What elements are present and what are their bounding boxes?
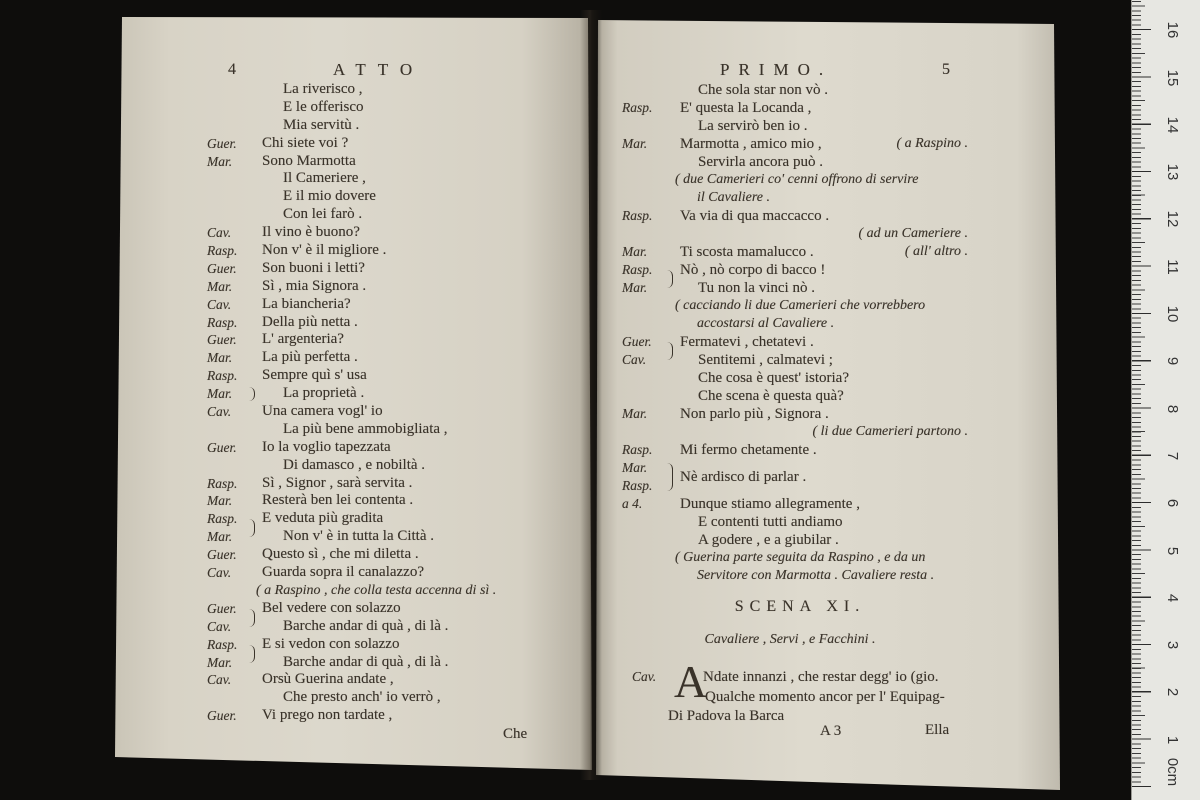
stage-direction-line (590, 297, 1058, 315)
signature-mark: A 3 (820, 723, 842, 739)
line-text: Mia servitù . (283, 116, 360, 133)
dialogue-line (118, 403, 590, 421)
line-text: Non v' è in tutta la Città . (283, 528, 435, 545)
line-text: E veduta più gradita (262, 510, 384, 527)
brace-mark (249, 618, 255, 627)
line-text: La più bene ammobigliata , (283, 420, 448, 437)
stage-direction-line (590, 549, 1058, 567)
ruler-label: 16 (1164, 21, 1181, 39)
line-text: Servirla ancora può . (698, 154, 823, 170)
dialogue-line (118, 349, 590, 367)
ruler (1131, 0, 1200, 800)
dialogue-line (118, 224, 590, 242)
page-right (590, 0, 1058, 795)
speaker-label: Mar. (207, 350, 233, 366)
speaker-label: Cav. (207, 672, 232, 688)
line-text: Guarda sopra il canalazzo? (262, 564, 424, 581)
dialogue-line (118, 296, 590, 314)
ruler-label: 15 (1164, 69, 1181, 86)
line-text: E contenti tutti andiamo (698, 514, 843, 530)
dialogue-line (590, 387, 1058, 405)
dialogue-line (590, 153, 1058, 171)
speaker-label: Cav. (207, 404, 232, 420)
line-text: Dunque stiamo allegramente , (680, 496, 860, 512)
line-text: L' argenteria? (262, 331, 344, 348)
line-text: Barche andar di quà , di là . (283, 617, 449, 634)
dialogue-line (118, 385, 590, 403)
dialogue-line (118, 314, 590, 332)
dialogue-line (590, 117, 1058, 135)
dialogue-line (590, 243, 1058, 261)
speaker-label: Cav. (207, 565, 232, 581)
dialogue-line (118, 618, 590, 636)
stage-direction: ( li due Camerieri partono . (812, 424, 968, 439)
dialogue-line (590, 405, 1058, 423)
line-text: Che presto anch' io verrò , (283, 689, 441, 706)
speaker-label: Rasp. (207, 636, 238, 652)
line-text: Sempre quì s' usa (262, 367, 367, 384)
dialogue-line (118, 600, 590, 618)
ruler-label: 12 (1164, 211, 1181, 228)
speaker-label: Mar. (207, 654, 233, 670)
speaker-label: Guer. (207, 332, 237, 348)
dialogue-line (118, 528, 590, 546)
stage-direction-line (590, 171, 1058, 189)
line-text: Il Cameriere , (283, 170, 366, 187)
dialogue-line (590, 279, 1058, 297)
dialogue-line (118, 278, 590, 296)
speaker-label: Cav. (622, 352, 647, 367)
page-number: 5 (942, 61, 950, 78)
speaker-label: Rasp. (622, 100, 653, 115)
line-text: Vi prego non tardate , (262, 707, 393, 724)
line-text: E il mio dovere (283, 188, 376, 205)
dialogue-line (118, 439, 590, 457)
stage-direction: ( ad un Cameriere . (858, 226, 968, 241)
line-text: Bel vedere con solazzo (262, 599, 401, 616)
dialogue-line (590, 207, 1058, 225)
ruler-label: 10 (1164, 305, 1181, 323)
dialogue-line (590, 459, 1058, 495)
ruler-label: 14 (1164, 116, 1181, 134)
line-text: Tu non la vinci nò . (698, 280, 815, 296)
brace-mark (667, 342, 673, 351)
stage-direction-line (590, 189, 1058, 207)
ruler-label: 7 (1164, 451, 1181, 461)
ruler-label: 3 (1164, 640, 1181, 650)
line-text: Qualche momento ancor per l' Equipag- (705, 689, 945, 705)
speaker-label: Cav. (207, 225, 232, 241)
stage-direction-line (590, 567, 1058, 585)
dialogue-lines (590, 81, 1058, 585)
line-text: Della più netta . (262, 313, 358, 330)
page-left (118, 0, 590, 795)
catchword: Che (503, 726, 528, 742)
speaker-label: Cav. (207, 618, 232, 634)
running-head: PRIMO. (720, 60, 833, 79)
ruler-label: 1 (1164, 735, 1181, 744)
stage-direction-line (590, 423, 1058, 441)
dialogue-line (118, 170, 590, 188)
dialogue-line (590, 135, 1058, 153)
brace-mark (249, 645, 255, 654)
speaker-label: Mar. (622, 280, 648, 295)
dialogue-line (118, 260, 590, 278)
line-text: Fermatevi , chetatevi . (680, 334, 814, 350)
brace-mark (249, 519, 255, 528)
speaker-label: Mar. (207, 153, 233, 169)
stage-direction-line (590, 315, 1058, 333)
dialogue-line (590, 531, 1058, 549)
ruler-label: 2 (1164, 688, 1181, 697)
ruler-label: 11 (1164, 258, 1181, 275)
ruler-label: 6 (1164, 499, 1181, 508)
line-text: Con lei farò . (283, 206, 363, 223)
dialogue-line (118, 564, 590, 582)
line-text: Di damasco , e nobiltà . (283, 456, 426, 473)
dialogue-line (118, 242, 590, 260)
line-text: Io la voglio tapezzata (262, 438, 391, 455)
ruler-label: 9 (1164, 357, 1181, 366)
line-text: Ndate innanzi , che restar degg' io (gio. (703, 669, 939, 685)
speaker-label: Guer. (207, 600, 237, 616)
speaker-label: Guer. (207, 439, 237, 455)
line-text: Che sola star non vò . (698, 82, 828, 98)
dialogue-line (118, 99, 590, 117)
line-text: La proprietà . (283, 385, 365, 402)
stage-direction: accostarsi al Cavaliere . (697, 316, 835, 331)
stage-direction: ( cacciando li due Camerieri che vorrebbero (675, 298, 926, 313)
line-text: Marmotta , amico mio , (680, 136, 822, 152)
stage-direction: ( a Raspino , che colla testa accenna di sì . (256, 582, 497, 598)
dialogue-line (118, 671, 590, 689)
line-text: Mi fermo chetamente . (680, 442, 817, 458)
dialogue-line (590, 513, 1058, 531)
line-text: Ti scosta mamalucco . (680, 244, 814, 260)
speaker-label: Mar. (622, 406, 648, 421)
line-text: La più perfetta . (262, 349, 358, 366)
ruler-ticks-cm (1132, 0, 1151, 787)
dialogue-line (590, 495, 1058, 513)
dialogue-line (118, 475, 590, 493)
line-text: Non parlo più , Signora . (680, 406, 829, 422)
dialogue-line (590, 441, 1058, 459)
dialogue-line (118, 689, 590, 707)
stage-direction-line (118, 582, 590, 600)
aside-direction: ( a Raspino . (896, 136, 968, 151)
speaker-label: Rasp. (622, 442, 653, 457)
dialogue-line (590, 351, 1058, 369)
speaker-label: Rasp. (622, 262, 653, 277)
speaker-label: Rasp. (622, 478, 653, 493)
ruler-label: 0cm (1164, 757, 1181, 787)
speaker-label: Rasp. (207, 243, 238, 259)
speaker-label: Cav. (207, 296, 232, 312)
dialogue-line (590, 99, 1058, 117)
speaker-label: Rasp. (622, 208, 653, 223)
line-text: Son buoni i letti? (262, 259, 365, 276)
brace-mark (667, 351, 673, 360)
dialogue-line (118, 153, 590, 171)
speaker-label: Mar. (207, 493, 233, 509)
dialogue-line (118, 421, 590, 439)
dialogue-line (118, 492, 590, 510)
catchword: Ella (925, 722, 950, 738)
ruler-label: 4 (1164, 593, 1181, 602)
dialogue-line (118, 206, 590, 224)
speaker-label: a 4. (622, 496, 643, 511)
line-text: La biancheria? (262, 295, 351, 312)
dialogue-line (118, 707, 590, 725)
speaker-label: Cav. (632, 669, 657, 684)
speaker-label: Guer. (207, 547, 237, 563)
speaker-label: Mar. (207, 386, 233, 402)
dialogue-line (118, 457, 590, 475)
line-text: Nè ardisco di parlar . (680, 469, 807, 485)
speaker-label: Rasp. (207, 368, 238, 384)
page-number: 4 (228, 61, 236, 78)
line-text: A godere , e a giubilar . (698, 532, 839, 548)
dialogue-line (118, 654, 590, 672)
speaker-label: Rasp. (207, 475, 238, 491)
brace-mark (667, 463, 673, 491)
speaker-label: Rasp. (207, 314, 238, 330)
speaker-label: Guer. (622, 334, 652, 349)
dialogue-line (590, 369, 1058, 387)
line-text: Sentitemi , calmatevi ; (698, 352, 833, 368)
ruler-label: 13 (1164, 163, 1181, 181)
speaker-label: Mar. (207, 529, 233, 545)
speaker-label: Mar. (207, 278, 233, 294)
line-text: Non v' è il migliore . (262, 242, 387, 259)
speaker-label: Guer. (207, 260, 237, 276)
line-text: La riverisco , (283, 81, 363, 97)
drop-cap: A (674, 656, 708, 707)
line-text: Resterà ben lei contenta . (262, 492, 414, 509)
line-text: Chi siete voi ? (262, 134, 349, 151)
stage-direction: Servitore con Marmotta . Cavaliere resta . (697, 568, 935, 583)
running-head: ATTO (333, 60, 425, 79)
line-text: E' questa la Locanda , (680, 100, 812, 116)
dialogue-lines (118, 81, 590, 725)
line-text: Il vino è buono? (262, 224, 360, 241)
brace-mark (249, 387, 255, 401)
brace-mark (667, 270, 673, 279)
ruler-label: 8 (1164, 404, 1181, 413)
line-text: Sono Marmotta (262, 152, 356, 169)
dialogue-line (118, 636, 590, 654)
line-text: Che cosa è quest' istoria? (698, 370, 849, 386)
speaker-label: Guer. (207, 708, 237, 724)
brace-mark (249, 654, 255, 663)
line-text: Sì , mia Signora . (262, 277, 367, 294)
aside-direction: ( all' altro . (904, 244, 968, 259)
dialogue-line (590, 333, 1058, 351)
brace-mark (249, 528, 255, 537)
stage-direction: ( Guerina parte seguita da Raspino , e da un (675, 550, 926, 565)
dialogue-line (118, 188, 590, 206)
dialogue-line (118, 117, 590, 135)
line-text: Questo sì , che mi diletta . (262, 546, 419, 563)
scene-cast: Cavaliere , Servi , e Facchini . (704, 632, 876, 647)
speaker-label: Guer. (207, 135, 237, 151)
brace-mark (249, 609, 255, 618)
speaker-label: Mar. (622, 244, 648, 259)
line-text: Barche andar di quà , di là . (283, 653, 449, 670)
dialogue-line (118, 331, 590, 349)
line-text: Va via di qua maccacco . (680, 208, 830, 224)
line-text: E si vedon con solazzo (262, 635, 400, 652)
line-text: Nò , nò corpo di bacco ! (680, 262, 826, 278)
speaker-label: Mar. (622, 136, 648, 151)
line-text: Orsù Guerina andate , (262, 671, 394, 688)
ruler-label: 5 (1164, 546, 1181, 555)
dialogue-line (118, 135, 590, 153)
scene-heading: SCENA XI. (734, 598, 866, 615)
stage-direction-line (590, 225, 1058, 243)
line-text: Sì , Signor , sarà servita . (262, 474, 413, 491)
line-text: Di Padova la Barca (668, 708, 785, 724)
line-text: E le offerisco (283, 98, 364, 115)
dialogue-line (118, 546, 590, 564)
brace-mark (667, 279, 673, 288)
stage-direction: ( due Camerieri co' cenni offrono di servire (675, 172, 919, 187)
line-text: Che scena è questa quà? (698, 388, 844, 404)
dialogue-line (118, 510, 590, 528)
dialogue-line (590, 81, 1058, 99)
dialogue-line (118, 367, 590, 385)
dialogue-line (590, 261, 1058, 279)
line-text: La servirò ben io . (698, 118, 808, 134)
dialogue-line (118, 81, 590, 99)
speaker-label: Mar. (622, 460, 648, 475)
stage-direction: il Cavaliere . (697, 190, 770, 205)
line-text: Una camera vogl' io (262, 403, 383, 420)
speaker-label: Rasp. (207, 511, 238, 527)
